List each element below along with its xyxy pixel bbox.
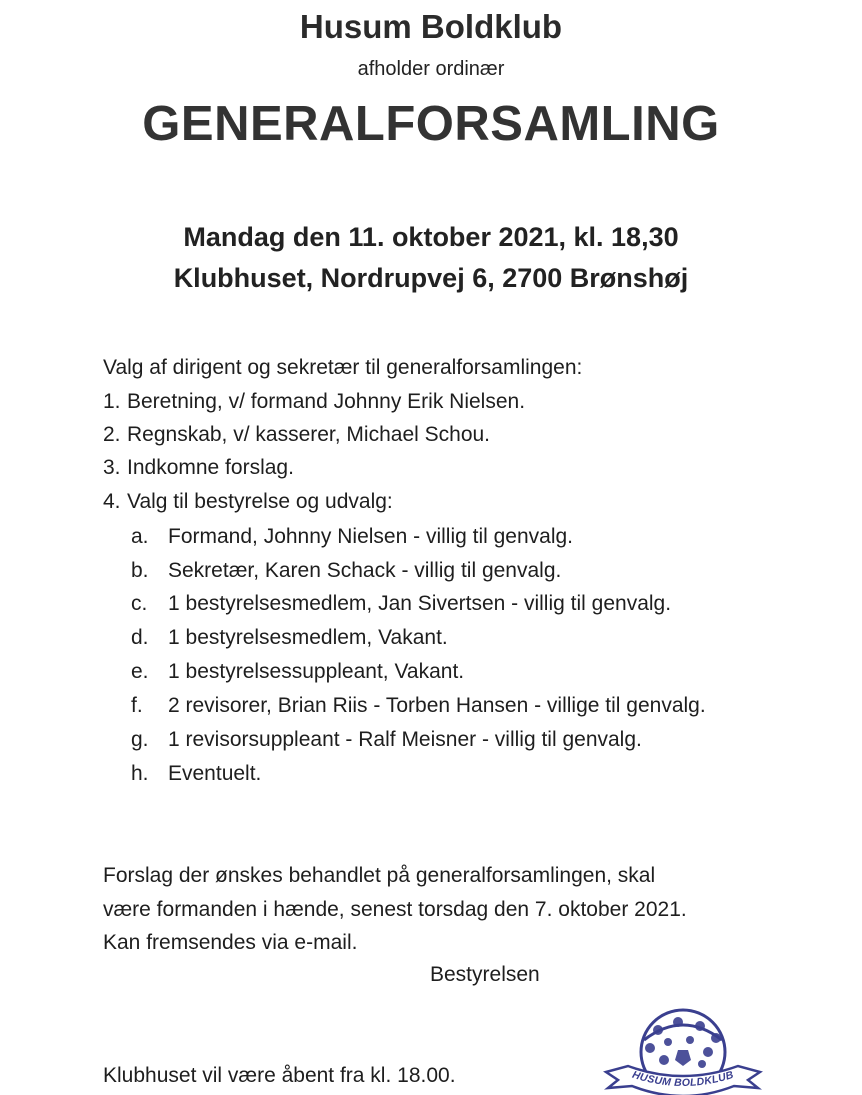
- location-line: Klubhuset, Nordrupvej 6, 2700 Brønshøj: [173, 263, 689, 293]
- signature: Bestyrelsen: [430, 963, 540, 986]
- election-item-letter: e.: [131, 660, 149, 683]
- agenda-item-number: 1.: [103, 390, 121, 413]
- agenda-item-text: Regnskab, v/ kasserer, Michael Schou.: [127, 423, 491, 446]
- agenda-item-text: Indkomne forslag.: [127, 456, 294, 479]
- election-item-letter: d.: [131, 626, 149, 649]
- election-item-text: Eventuelt.: [168, 762, 262, 785]
- election-item-text: 1 bestyrelsesmedlem, Vakant.: [168, 626, 448, 649]
- election-item-letter: a.: [131, 525, 149, 548]
- election-item-letter: c.: [131, 592, 148, 615]
- election-item-text: 2 revisorer, Brian Riis - Torben Hansen - villige til genvalg.: [168, 694, 706, 717]
- election-item: [131, 525, 573, 549]
- election-item-text: 1 bestyrelsesmedlem, Jan Sivertsen - villig til genvalg.: [168, 592, 672, 615]
- election-item-letter: b.: [131, 559, 149, 582]
- election-item-text: 1 revisorsuppleant - Ralf Meisner - villig til genvalg.: [168, 728, 642, 751]
- agenda-item-number: 2.: [103, 423, 121, 446]
- election-item-text: 1 bestyrelsessuppleant, Vakant.: [168, 660, 465, 683]
- subtitle: afholder ordinær: [357, 58, 505, 80]
- closing-text-line: Forslag der ønskes behandlet på generalforsamlingen, skal: [103, 864, 656, 887]
- logo-banner-text: HUSUM BOLDKLUB: [630, 1068, 736, 1090]
- agenda-item: [103, 423, 490, 447]
- agenda-intro: Valg af dirigent og sekretær til generalforsamlingen:: [103, 356, 583, 379]
- election-item: [131, 728, 642, 752]
- election-item: [131, 660, 464, 684]
- election-item-letter: g.: [131, 728, 149, 751]
- election-item: [131, 694, 706, 718]
- closing-text-line: være formanden i hænde, senest torsdag den 7. oktober 2021.: [103, 898, 687, 921]
- election-item-text: Sekretær, Karen Schack - villig til genvalg.: [168, 559, 562, 582]
- election-item-letter: f.: [131, 694, 143, 717]
- club-logo: [598, 1000, 768, 1095]
- election-item-letter: h.: [131, 762, 149, 785]
- opening-note: Klubhuset vil være åbent fra kl. 18.00.: [103, 1064, 456, 1087]
- date-line: Mandag den 11. oktober 2021, kl. 18,30: [183, 222, 679, 252]
- agenda-item: [103, 456, 294, 480]
- election-item: [131, 559, 561, 583]
- agenda-item: [103, 390, 525, 414]
- election-item: [131, 626, 448, 650]
- election-item: [131, 762, 261, 786]
- agenda-item: [103, 490, 393, 514]
- club-name: Husum Boldklub: [299, 8, 563, 45]
- agenda-item-number: 4.: [103, 490, 121, 513]
- election-item-text: Formand, Johnny Nielsen - villig til genvalg.: [168, 525, 574, 548]
- closing-text-line: Kan fremsendes via e-mail.: [103, 931, 358, 954]
- election-item: [131, 592, 671, 616]
- agenda-item-text: Beretning, v/ formand Johnny Erik Nielsen.: [127, 390, 526, 413]
- event-title: GENERALFORSAMLING: [142, 97, 720, 151]
- agenda-item-text: Valg til bestyrelse og udvalg:: [127, 490, 393, 513]
- agenda-item-number: 3.: [103, 456, 121, 479]
